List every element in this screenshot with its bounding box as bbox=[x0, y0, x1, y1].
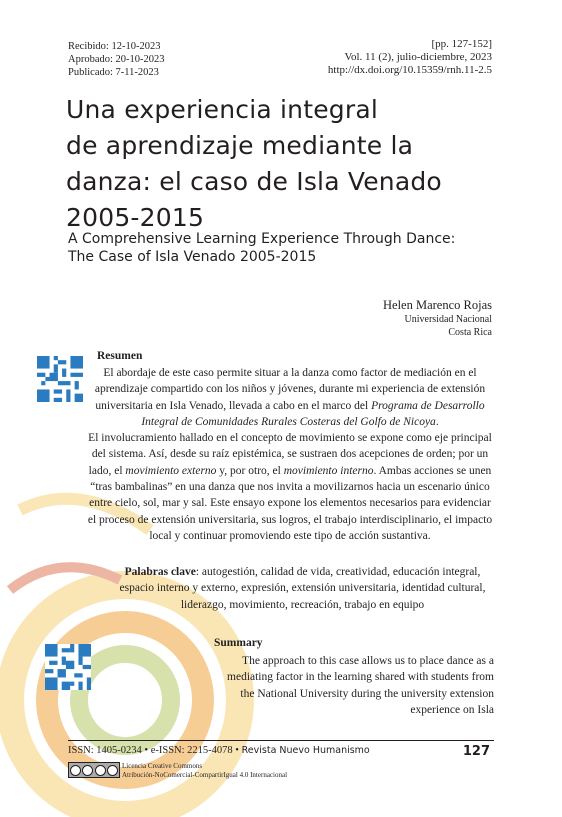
footer-divider bbox=[68, 740, 494, 741]
term-internal: movimiento interno bbox=[283, 464, 374, 477]
abstract-paragraph bbox=[86, 430, 494, 544]
summary-heading: Summary bbox=[214, 637, 263, 649]
title-line: 2005-2015 bbox=[66, 203, 205, 232]
keywords-text: : autogestión, calidad de vida, creatividad, educación integral, espacio interno y externo, expresión, extensión universitaria, identidad cultural, liderazgo, movimiento, recreación, trabajo en equipo bbox=[119, 566, 486, 611]
title-line: de aprendizaje mediante la bbox=[66, 131, 414, 160]
author-block bbox=[383, 298, 492, 339]
abstract-text: y, por otro, el bbox=[216, 464, 284, 477]
author-country: Costa Rica bbox=[448, 327, 492, 338]
resumen-heading: Resumen bbox=[97, 350, 143, 362]
subtitle-line: The Case of Isla Venado 2005-2015 bbox=[68, 249, 317, 265]
issn-line bbox=[68, 744, 370, 758]
license-type: Atribución-NoComercial-CompartirIgual 4.0 Internacional bbox=[122, 771, 288, 779]
qr-code-icon[interactable] bbox=[37, 356, 83, 402]
keywords-block bbox=[110, 564, 495, 613]
abstract-text: El involucramiento hallado en el concepto de movimiento se expone como eje principal del sistema. Así, desde su raíz epistémica, se sustraen dos acepciones de orden; por un lado, el bbox=[88, 432, 492, 477]
license-text bbox=[122, 762, 287, 780]
license-name: Licencia Creative Commons bbox=[122, 762, 203, 770]
abstract-text: . Ambas acciones se unen “tras bambalinas” en una danza que nos invita a movilizarnos hacia un escenario único entre cielo, sol, mar y sal. Este ensayo expone los elementos necesarios para evidenciar el proceso de extensión universitaria, sus logros, el trabajo interdisciplinario, el impacto local y continuar promoviendo este tipo de acción sustantiva. bbox=[87, 464, 493, 542]
qr-code-icon[interactable] bbox=[45, 644, 91, 690]
summary-text: The approach to this case allows us to place dance as a mediating factor in the learning shared with students from the National University during the university extension experience on Isla bbox=[227, 655, 494, 716]
approved-date: Aprobado: 20-10-2023 bbox=[68, 54, 165, 65]
published-date: Publicado: 7-11-2023 bbox=[68, 67, 159, 78]
received-date: Recibido: 12-10-2023 bbox=[68, 41, 161, 52]
article-subtitle bbox=[68, 230, 508, 266]
abstract-text: . bbox=[435, 415, 439, 428]
program-name: Programa de Desarrollo Integral de Comunidades Rurales Costeras del Golfo de Nicoya bbox=[141, 399, 485, 428]
by-icon bbox=[82, 765, 93, 776]
abstract-paragraph bbox=[86, 365, 494, 430]
author-name: Helen Marenco Rojas bbox=[383, 298, 492, 312]
resumen-abstract bbox=[86, 365, 494, 544]
nc-icon bbox=[95, 765, 106, 776]
creative-commons-icon[interactable] bbox=[68, 762, 120, 778]
article-dates bbox=[68, 40, 165, 79]
summary-abstract bbox=[214, 653, 494, 718]
issn-numbers: ISSN: 1405-0234 • e-ISSN: 2215-4078 • bbox=[68, 745, 242, 756]
title-line: Una experiencia integral bbox=[66, 95, 378, 124]
page-range: [pp. 127-152] bbox=[431, 38, 492, 50]
abstract-text: El abordaje de este caso permite situar a la danza como factor de mediación en el aprendizaje compartido con los niños y jóvenes, durante mi experiencia de extensión universitaria en Isla Venado, llevada a cabo en el marco del bbox=[94, 367, 486, 412]
page-number: 127 bbox=[462, 744, 490, 759]
keywords-label: Palabras clave bbox=[124, 566, 196, 578]
volume-info: Vol. 11 (2), julio-diciembre, 2023 bbox=[344, 51, 492, 63]
subtitle-line: A Comprehensive Learning Experience Through Dance: bbox=[68, 231, 456, 247]
article-title bbox=[66, 92, 506, 236]
journal-name: Revista Nuevo Humanismo bbox=[241, 745, 370, 756]
cc-icon bbox=[70, 765, 81, 776]
sa-icon bbox=[107, 765, 118, 776]
title-line: danza: el caso de Isla Venado bbox=[66, 167, 442, 196]
doi-link[interactable]: http://dx.doi.org/10.15359/rnh.11-2.5 bbox=[327, 64, 492, 76]
article-citation bbox=[328, 38, 492, 77]
author-institution: Universidad Nacional bbox=[404, 314, 492, 325]
term-external: movimiento externo bbox=[125, 464, 217, 477]
